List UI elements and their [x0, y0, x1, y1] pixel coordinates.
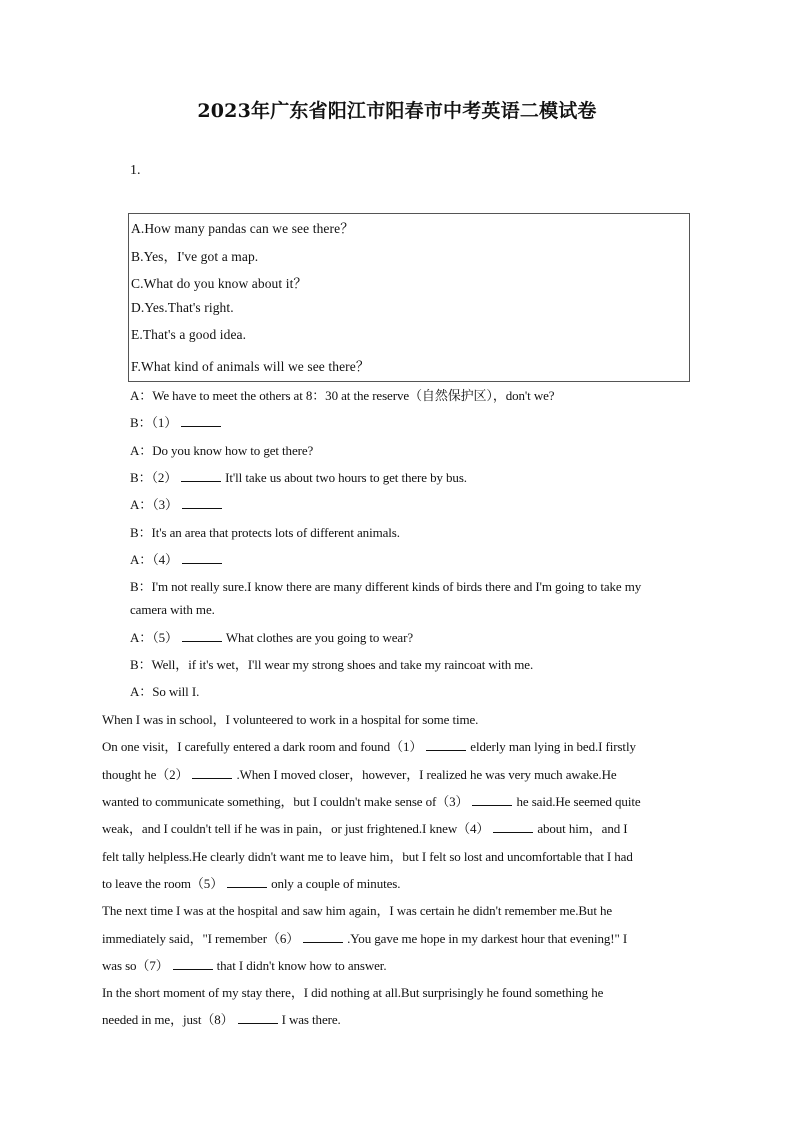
dialogue-text: camera with me. — [130, 602, 215, 617]
passage-text: In the short moment of my stay there，I did nothing at all.But surprisingly he found something he — [102, 985, 604, 1000]
passage-line — [102, 764, 617, 783]
passage-text: immediately said，"I remember（6） — [102, 931, 300, 946]
passage-text-after-blank: about him，and I — [537, 821, 628, 836]
dialogue-text: B：It's an area that protects lots of different animals. — [130, 525, 400, 540]
dialogue-line — [130, 494, 226, 513]
passage-text: to leave the room（5） — [102, 876, 224, 891]
dialogue-text: A：（5） — [130, 630, 178, 645]
passage-text-after-blank: .You gave me hope in my darkest hour that evening!" I — [347, 931, 628, 946]
answer-blank[interactable] — [182, 629, 222, 642]
answer-blank[interactable] — [181, 469, 221, 482]
answer-blank[interactable] — [182, 496, 222, 509]
passage-text-after-blank: I was there. — [281, 1012, 341, 1027]
answer-blank[interactable] — [182, 551, 222, 564]
passage-text: was so（7） — [102, 958, 169, 973]
dialogue-line — [130, 681, 199, 700]
dialogue-line — [130, 549, 226, 568]
answer-blank[interactable] — [426, 738, 466, 751]
dialogue-text: B：I'm not really sure.I know there are many different kinds of birds there and I'm going to take my — [130, 579, 642, 594]
passage-text: felt tally helpless.He clearly didn't want me to leave him，but I felt so lost and uncomfortable that I had — [102, 849, 633, 864]
passage-text: wanted to communicate something，but I couldn't make sense of（3） — [102, 794, 469, 809]
dialogue-line — [130, 576, 641, 595]
dialogue-text: A：We have to meet the others at 8：30 at the reserve（自然保护区），don't we? — [130, 388, 555, 403]
passage-text-after-blank: elderly man lying in bed.I firstly — [470, 739, 636, 754]
page-title: 2023年广东省阳江市阳春市中考英语二模试卷 — [197, 100, 597, 122]
passage-line — [102, 1009, 341, 1028]
dialogue-text: A：（4） — [130, 552, 178, 567]
passage-line — [102, 846, 633, 865]
answer-blank[interactable] — [192, 766, 232, 779]
dialogue-line — [130, 602, 215, 618]
passage-text: weak，and I couldn't tell if he was in pain，or just frightened.I knew（4） — [102, 821, 490, 836]
dialogue-line — [130, 385, 554, 404]
passage-line — [102, 928, 627, 947]
passage-text-after-blank: only a couple of minutes. — [271, 876, 401, 891]
passage-line — [102, 900, 612, 919]
answer-blank[interactable] — [227, 875, 267, 888]
option-f: F.What kind of animals will we see there？ — [131, 359, 370, 374]
option-c: C.What do you know about it？ — [131, 276, 308, 291]
option-a: A.How many pandas can we see there？ — [131, 221, 354, 236]
dialogue-line — [130, 522, 400, 541]
dialogue-text: A：（3） — [130, 497, 178, 512]
dialogue-line — [130, 627, 413, 646]
dialogue-text: B：（2） — [130, 470, 178, 485]
dialogue-text: A：So will I. — [130, 684, 200, 699]
passage-line — [102, 736, 636, 755]
passage-text: When I was in school，I volunteered to work in a hospital for some time. — [102, 712, 479, 727]
dialogue-text: A：Do you know how to get there? — [130, 443, 314, 458]
dialogue-text-after-blank: It'll take us about two hours to get there by bus. — [225, 470, 467, 485]
dialogue-line — [130, 467, 467, 486]
passage-line — [102, 982, 603, 1001]
dialogue-text-after-blank: What clothes are you going to wear? — [225, 630, 413, 645]
passage-text: needed in me，just（8） — [102, 1012, 234, 1027]
passage-text-after-blank: .When I moved closer，however，I realized he was very much awake.He — [236, 767, 617, 782]
option-b: B.Yes，I've got a map. — [131, 249, 259, 264]
passage-text: On one visit，I carefully entered a dark room and found（1） — [102, 739, 423, 754]
passage-text: The next time I was at the hospital and saw him again，I was certain he didn't remember me.But he — [102, 903, 613, 918]
answer-blank[interactable] — [238, 1011, 278, 1024]
option-e: E.That's a good idea. — [131, 327, 247, 342]
dialogue-line — [130, 412, 225, 431]
answer-blank[interactable] — [173, 957, 213, 970]
options-box — [128, 213, 690, 382]
answer-blank[interactable] — [181, 414, 221, 427]
dialogue-text: B：（1） — [130, 415, 178, 430]
dialogue-line — [130, 654, 533, 673]
passage-line — [102, 818, 628, 837]
option-d: D.Yes.That's right. — [131, 300, 234, 315]
passage-text-after-blank: he said.He seemed quite — [516, 794, 641, 809]
passage-text: thought he（2） — [102, 767, 189, 782]
answer-blank[interactable] — [303, 930, 343, 943]
passage-line — [102, 709, 478, 728]
answer-blank[interactable] — [493, 820, 533, 833]
passage-line — [102, 791, 641, 810]
dialogue-text: B：Well，if it's wet，I'll wear my strong shoes and take my raincoat with me. — [130, 657, 534, 672]
answer-blank[interactable] — [472, 793, 512, 806]
passage-text-after-blank: that I didn't know how to answer. — [216, 958, 387, 973]
dialogue-line — [130, 440, 313, 459]
passage-line — [102, 873, 400, 892]
question-number: 1. — [130, 163, 141, 178]
passage-line — [102, 955, 386, 974]
